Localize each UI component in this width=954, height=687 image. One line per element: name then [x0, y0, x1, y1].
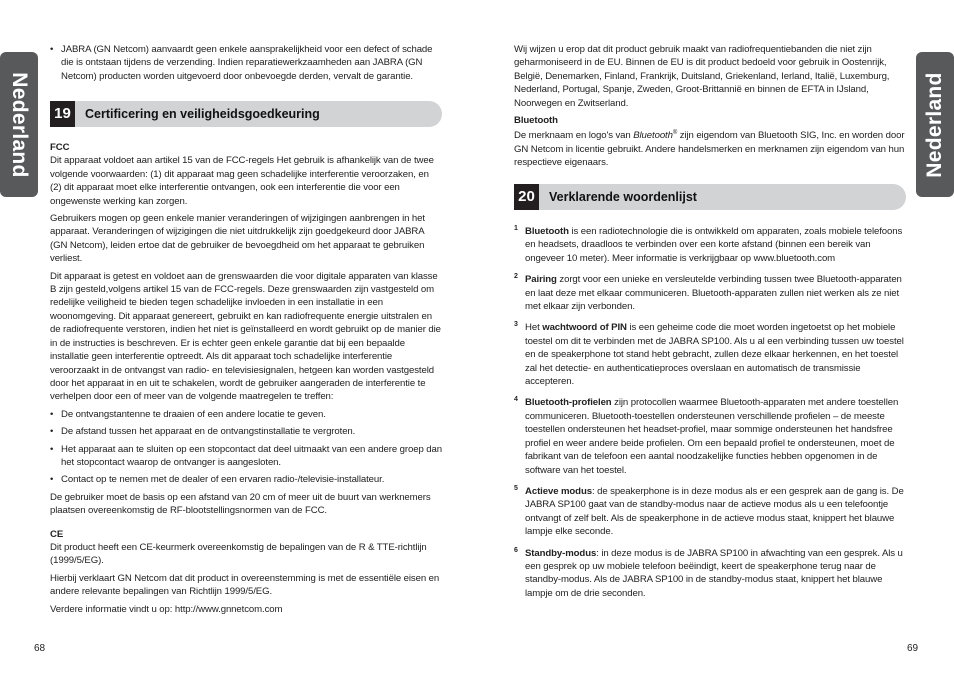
entry-number: 5	[514, 484, 518, 492]
bluetooth-brand: Bluetooth	[633, 130, 673, 142]
paragraph: Dit apparaat is getest en voldoet aan de grenswaarden die voor digitale apparaten van klasse B zijn gesteld,volgens artikel 15 van de FCC-regels. Deze grenswaarden zijn vastgesteld om redelijke veiligheid te bieden tegen schadelijke invloeden in een installatie in een woonomgeving. Dit apparaat genereert, gebruikt en kan radiofrequente energie uitstralen en de radiofrequente verstoren, indien het niet is geïnstalleerd en wordt gebruikt op de manier die in de instructies is beschreven. Er is echter geen enkele garantie dat bij een bepaalde installatie geen interferentie optreedt. Als dit apparaat toch schadelijke interferentie veroorzaakt in de ontvangst van radio- en televisiesignalen, hetgeen kan worden vastgesteld door het apparaat in en uit te schakelen, wordt de gebruiker aangeraden de interferentie te verhelpen door een of meer van de volgende maatregelen te treffen:	[50, 270, 441, 403]
section-19-header	[50, 101, 442, 127]
paragraph: Gebruikers mogen op geen enkele manier veranderingen of wijzigingen aanbrengen in het apparaat. Veranderingen of wijzigingen die niet uitdrukkelijk zijn goedgekeurd door JABRA (GN Netcom), leiden ertoe dat de gebruiker de bevoegdheid om het apparaat te gebruiken verliest.	[50, 213, 425, 265]
glossary-term: Bluetooth-profielen	[525, 397, 612, 409]
entry-number: 1	[514, 225, 518, 232]
glossary-entry: 1 Bluetooth is een radiotechnologie die is ontwikkeld om apparaten, zoals mobiele telefoons en headsets, draadloos te verbinden over een korte afstand (binnen een bereik van ongeveer 10 meter). Meer informatie is verkrijgbaar op www.bluetooth.com	[514, 225, 906, 265]
language-tab-label: Nederland	[923, 71, 946, 178]
section-20-header	[514, 184, 906, 210]
language-tab-right	[916, 52, 954, 197]
paragraph: Dit product heeft een CE-keurmerk overeenkomstig de bepalingen van de R & TTE-richtlijn (1999/5/EG).	[50, 541, 427, 567]
glossary-entry: 2 Pairing zorgt voor een unieke en versleutelde verbinding tussen twee Bluetooth-apparaten en laat deze met elkaar communiceren. Bluetooth-apparaten zullen niet werken als ze niet met elkaar zijn verbonden.	[514, 273, 906, 313]
section-title: Certificering en veiligheidsgoedkeuring	[85, 107, 320, 121]
page-number-right: 69	[907, 643, 919, 654]
registered-mark: ®	[672, 130, 678, 137]
left-intro	[50, 43, 442, 83]
bluetooth-heading: Bluetooth	[514, 115, 558, 127]
bluetooth-paragraph: De merknaam en logo's van Bluetooth® zijn eigendom van Bluetooth SIG, Inc. en worden door GN Netcom in licentie gebruikt. Andere handelsmerken en merknamen zijn eigendom van hun respectieve eigenaars.	[514, 130, 905, 169]
glossary-term: wachtwoord of PIN	[542, 322, 627, 334]
list-item: • Contact op te nemen met de dealer of een ervaren radio-/televisie-installateur.	[50, 473, 442, 486]
language-tab-left	[0, 52, 38, 197]
glossary-entry: 4 Bluetooth-profielen zijn protocollen waarmee Bluetooth-apparaten met andere toestellen communiceren. Bluetooth-toestellen ondersteunen verschillende profielen – de meeste toestellen ondersteunen het headset-profiel, maar sommige ondersteunen het handsfree profiel en weer andere beide profielen. Om een bepaald profiel te ondersteunen, moet de fabrikant van de telefoon een aantal noodzakelijke functies hebben opgenomen in de software van het toestel.	[514, 396, 906, 476]
glossary-term: Pairing	[525, 274, 557, 286]
page-number-left: 68	[34, 643, 46, 654]
glossary-term: Standby-modus	[525, 547, 597, 559]
glossary-entry: 6 Standby-modus: in deze modus is de JABRA SP100 in afwachting van een gesprek. Als u een gesprek op uw mobiele telefoon beëindigt, keert de speakerphone terug naar de standby-modus. Als de JABRA SP100 in de standby-modus staat, knippert het blauwe lampje om de drie seconden.	[514, 547, 906, 601]
entry-number: 4	[514, 396, 518, 404]
entry-number: 2	[514, 273, 518, 281]
paragraph: Wij wijzen u erop dat dit product gebruik maakt van radiofrequentiebanden die niet zijn geharmoniseerd in de EU. Binnen de EU is dit product bedoeld voor gebruik in Oostenrijk, België, Denemarken, Finland, Frankrijk, Duitsland, Griekenland, Ierland, Italië, Luxemburg, Nederland, Portugal, Spanje, Zweden, Groot-Brittannië en binnen de EFTA in IJsland, Noorwegen en Zwitserland.	[514, 44, 890, 109]
paragraph: Dit apparaat voldoet aan artikel 15 van de FCC-regels Het gebruik is afhankelijk van de twee volgende voorwaarden: (1) dit apparaat mag geen schadelijke interferentie veroorzaken, en (2) dit apparaat moet elke interferentie ontvangen, ook een interferentie die voor een ongewenste werking kan zorgen.	[50, 155, 434, 207]
glossary-entry: 3 Het wachtwoord of PIN is een geheime code die moet worden ingetoetst op het mobiele toestel om dit te verbinden met de JABRA SP100. Als u al een verbinding tussen uw toestel en de speakerphone tot stand hebt gebracht, zullen deze elkaar herkennen, en het toestel zal het detectie- en authenticatieproces overslaan en automatisch de transmissie accepteren.	[514, 321, 906, 388]
section-number: 20	[514, 184, 539, 210]
list-item: • JABRA (GN Netcom) aanvaardt geen enkele aansprakelijkheid voor een defect of schade die is ontstaan tijdens de verzending. Indien reparatiewerkzaamheden aan JABRA (GN Netcom) producten worden uitgevoerd door onbevoegde derden, vervalt de garantie.	[50, 43, 442, 83]
right-intro	[514, 43, 906, 170]
left-body	[50, 141, 442, 616]
paragraph: De gebruiker moet de basis op een afstand van 20 cm of meer uit de buurt van werknemers plaatsen overeenkomstig de RF-blootstellingsnormen van de FCC.	[50, 491, 431, 517]
list-item: • De afstand tussen het apparaat en de ontvangstinstallatie te vergroten.	[50, 425, 442, 438]
language-tab-label: Nederland	[8, 71, 31, 178]
glossary-entry: 5 Actieve modus: de speakerphone is in deze modus als er een gesprek aan de gang is. De JABRA SP100 gaat van de standby-modus naar de actieve modus als u een telefoontje ontvangt of zelf belt. Als de speakerphone in de actieve modus staat, knippert het blauwe lampje elke seconde.	[514, 485, 906, 539]
glossary-term: Bluetooth	[525, 226, 569, 237]
fcc-heading: FCC	[50, 142, 70, 153]
paragraph: Hierbij verklaart GN Netcom dat dit product in overeenstemming is met de essentiële eisen en andere relevante bepalingen van Richtlijn 1999/5/EG.	[50, 572, 440, 598]
section-number: 19	[50, 101, 75, 127]
fcc-measures-list	[50, 408, 442, 487]
section-title: Verklarende woordenlijst	[549, 190, 697, 204]
list-item: • Het apparaat aan te sluiten op een stopcontact dat deel uitmaakt van een andere groep dan het stopcontact waarop de ontvanger is aangesloten.	[50, 443, 442, 470]
glossary-term: Actieve modus	[525, 485, 592, 497]
paragraph: Verdere informatie vindt u op: http://www.gnnetcom.com	[50, 603, 283, 615]
glossary	[514, 225, 906, 600]
entry-number: 6	[514, 546, 518, 554]
entry-number: 3	[514, 321, 518, 329]
list-item: • De ontvangstantenne te draaien of een andere locatie te geven.	[50, 408, 442, 421]
ce-heading: CE	[50, 528, 64, 540]
